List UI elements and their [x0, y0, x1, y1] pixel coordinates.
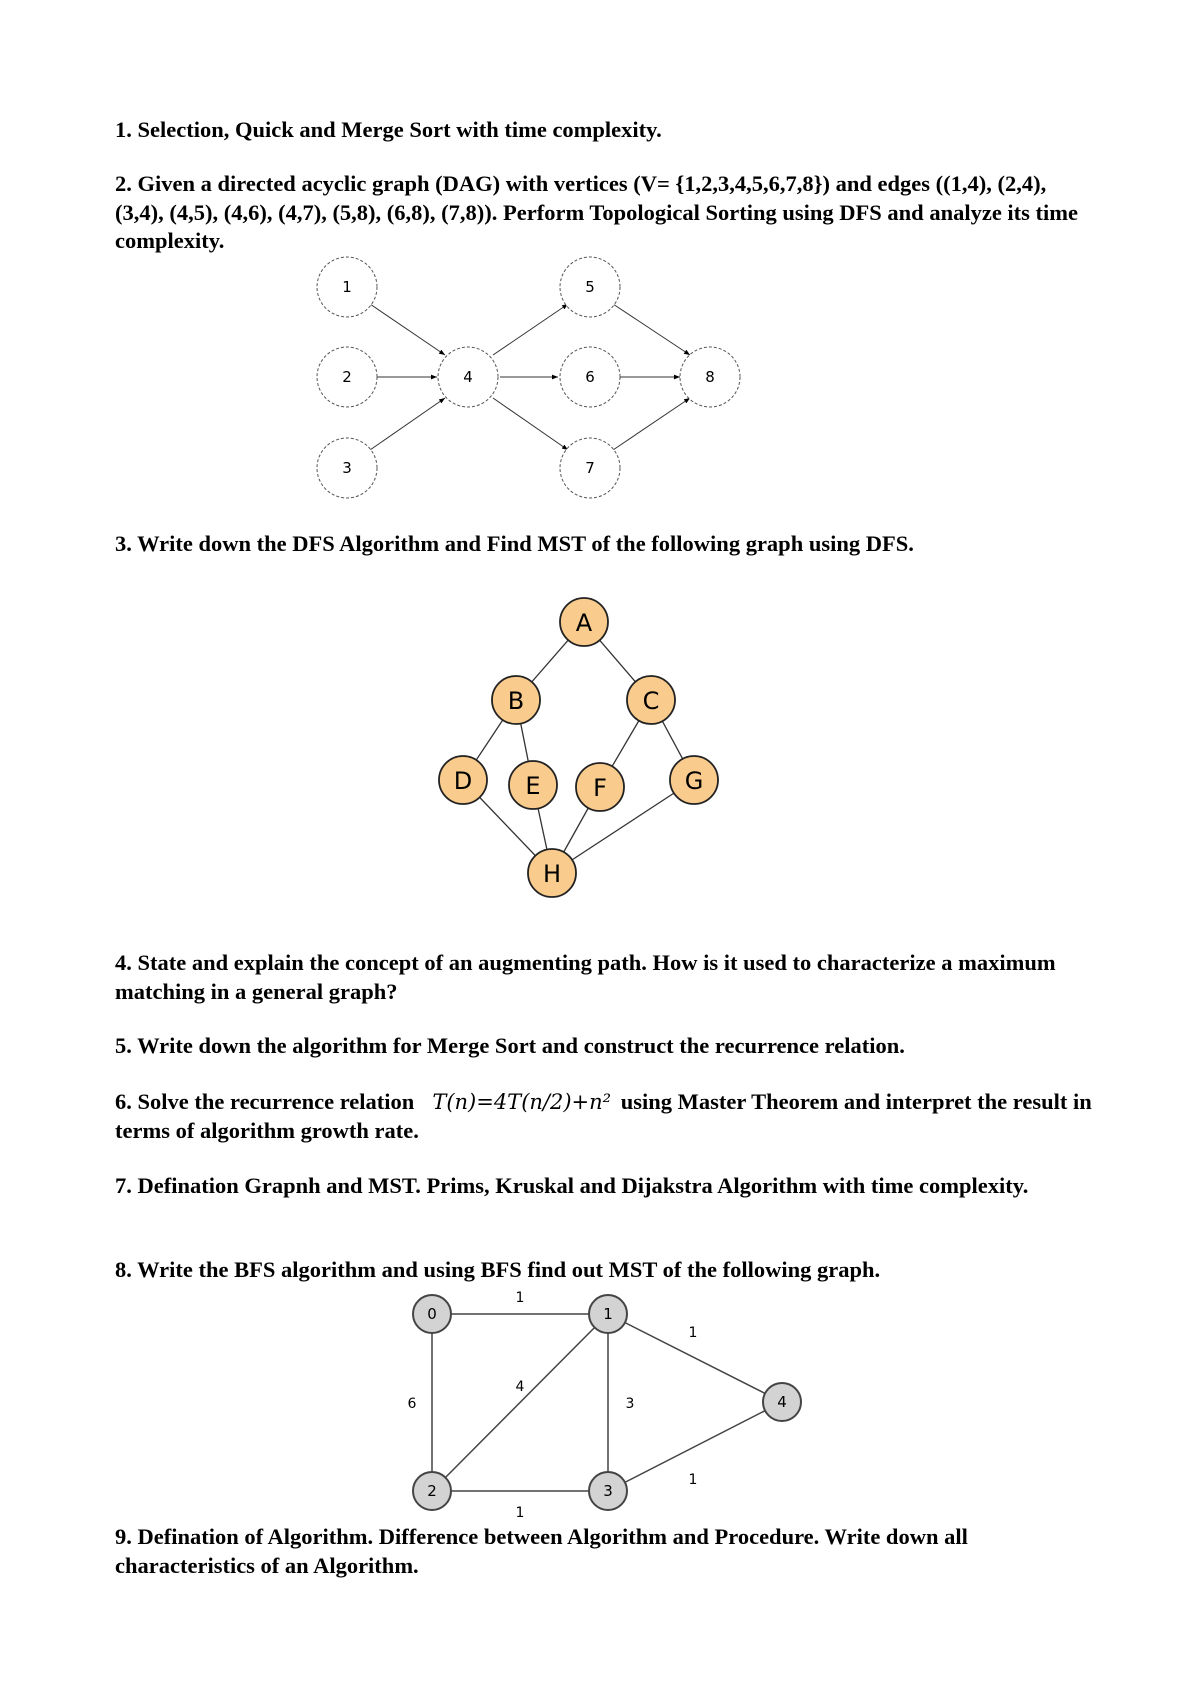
question-6-suffix: using Master Theorem and interpret the result in terms of algorithm growth rate. — [115, 1089, 1092, 1143]
dfs-label-d: D — [453, 767, 473, 795]
bfs-weight-0-2: 6 — [407, 1396, 417, 1412]
dag-label-7: 7 — [585, 459, 595, 477]
bfs-graph — [0, 1285, 1200, 1520]
dag-edge-4-5 — [493, 304, 568, 355]
question-4: 4. State and explain the concept of an augmenting path. How is it used to characterize a maximum matching in a general graph? — [115, 950, 1056, 1004]
bfs-label-3: 3 — [603, 1482, 613, 1500]
question-2: 2. Given a directed acyclic graph (DAG) with vertices (V= {1,2,3,4,5,6,7,8}) and edges ((1,4), (2,4), (3,4), (4,5), (4,6), (4,7), (5,8), (6,8), (7,8)). Perform Topological Sorting using DFS and analyze its time complexity. — [115, 171, 1079, 253]
question-6 — [115, 1088, 1100, 1145]
question-3: 3. Write down the DFS Algorithm and Find MST of the following graph using DFS. — [115, 531, 914, 556]
dag-edge-3-4 — [370, 398, 445, 450]
dfs-label-b: B — [507, 687, 525, 715]
bfs-weight-3-4: 1 — [688, 1472, 698, 1488]
dag-edge-7-8 — [613, 398, 690, 450]
dfs-label-h: H — [542, 860, 562, 888]
dag-label-4: 4 — [463, 368, 473, 386]
dag-graph — [0, 250, 1200, 510]
dag-label-8: 8 — [705, 368, 715, 386]
question-5: 5. Write down the algorithm for Merge Sort and construct the recurrence relation. — [115, 1033, 905, 1058]
dag-edge-1-4 — [370, 304, 445, 355]
bfs-weight-1-4: 1 — [688, 1325, 698, 1341]
bfs-edge-1-2 — [432, 1314, 608, 1491]
dag-label-1: 1 — [342, 278, 352, 296]
recurrence-formula: T(n)=4T(n/2)+n² — [432, 1090, 612, 1114]
dfs-label-a: A — [575, 609, 593, 637]
bfs-label-1: 1 — [603, 1305, 613, 1323]
question-8: 8. Write the BFS algorithm and using BFS find out MST of the following graph. — [115, 1257, 881, 1282]
bfs-label-0: 0 — [427, 1305, 437, 1323]
question-6-prefix: 6. Solve the recurrence relation — [115, 1089, 415, 1114]
bfs-label-4: 4 — [777, 1393, 787, 1411]
dfs-label-g: G — [684, 767, 704, 795]
bfs-weight-1-2: 4 — [515, 1379, 525, 1395]
dfs-graph — [0, 590, 1200, 910]
bfs-label-2: 2 — [427, 1482, 437, 1500]
bfs-weight-1-3: 3 — [625, 1396, 635, 1412]
dag-edge-4-7 — [493, 398, 568, 450]
question-9: 9. Defination of Algorithm. Difference between Algorithm and Procedure. Write down all characteristics of an Algorithm. — [115, 1524, 968, 1578]
bfs-weight-2-3: 1 — [515, 1505, 525, 1520]
dag-label-3: 3 — [342, 459, 352, 477]
dfs-label-e: E — [525, 772, 541, 800]
dag-label-5: 5 — [585, 278, 595, 296]
dag-label-6: 6 — [585, 368, 595, 386]
dag-edge-5-8 — [613, 304, 690, 355]
dag-label-2: 2 — [342, 368, 352, 386]
question-1: 1. Selection, Quick and Merge Sort with time complexity. — [115, 117, 662, 142]
dfs-label-c: C — [642, 687, 660, 715]
dfs-label-f: F — [593, 774, 607, 802]
bfs-weight-0-1: 1 — [515, 1290, 525, 1306]
question-7: 7. Defination Grapnh and MST. Prims, Kruskal and Dijakstra Algorithm with time complexity. — [115, 1173, 1029, 1198]
